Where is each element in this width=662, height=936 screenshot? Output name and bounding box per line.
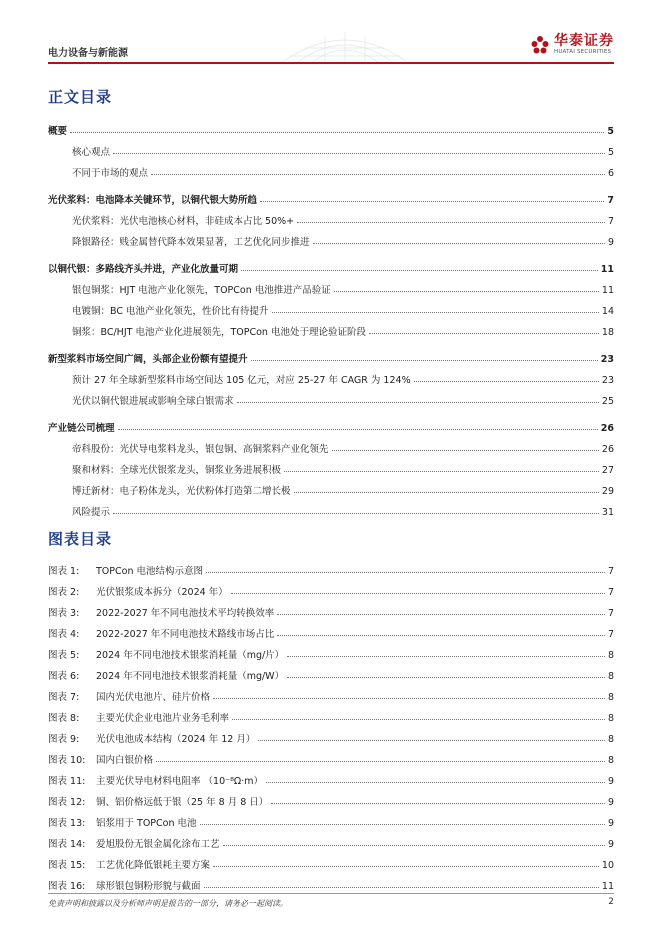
figure-entry-label: 光伏银浆成本拆分（2024 年） [96, 587, 228, 598]
figure-toc-entry[interactable] [48, 787, 614, 808]
toc-dot-leader [241, 270, 598, 271]
toc-entry-page: 7 [607, 216, 614, 227]
toc-entry-label: 风险提示 [72, 507, 111, 518]
toc-entry-page: 26 [601, 444, 614, 455]
toc-entry-page: 5 [607, 126, 614, 137]
figure-entry-page: 7 [607, 566, 614, 577]
figure-entry-label: 爱旭股份无银金属化涂布工艺 [96, 839, 220, 850]
figure-entry-page: 9 [607, 776, 614, 787]
toc-subsection-entry[interactable] [48, 365, 614, 386]
figure-toc-entry[interactable] [48, 724, 614, 745]
toc-dot-leader [266, 782, 605, 783]
figure-entry-page: 9 [607, 818, 614, 829]
toc-subsection-entry[interactable] [48, 497, 614, 518]
footer-disclaimer: 免责声明和披露以及分析师声明是报告的一部分，请务必一起阅读。 [48, 899, 288, 908]
toc-dot-leader [277, 614, 605, 615]
figure-toc-title: 图表目录 [48, 530, 113, 548]
figure-entry-text [48, 794, 268, 808]
toc-entry-label: 光伏以铜代银进展或影响全球白银需求 [72, 396, 234, 407]
figure-entry-number: 图表 10: [48, 755, 86, 766]
figure-entry-number: 图表 2: [48, 587, 80, 598]
figure-entry-number: 图表 16: [48, 881, 86, 892]
toc-entry-page: 27 [601, 465, 614, 476]
figure-entry-text [48, 773, 263, 787]
figure-entry-label: 2024 年不同电池技术银浆消耗量（mg/片） [96, 650, 285, 661]
figure-entry-page: 10 [601, 860, 614, 871]
figure-entry-label: 国内白银价格 [96, 755, 154, 766]
figure-entry-page: 11 [601, 881, 614, 892]
toc-dot-leader [206, 572, 605, 573]
figure-entry-label: 主要光伏导电材料电阻率 （10⁻⁸Ω·m） [96, 776, 263, 787]
figure-entry-number: 图表 7: [48, 692, 80, 703]
figure-entry-label: 光伏电池成本结构（2024 年 12 月） [96, 734, 256, 745]
figure-entry-page: 8 [607, 734, 614, 745]
header-divider [48, 62, 614, 64]
figure-entry-text [48, 857, 210, 871]
toc-entry-label: 博迁新材：电子粉体龙头，光伏粉体打造第二增长极 [72, 486, 291, 497]
toc-dot-leader [260, 201, 604, 202]
toc-section-entry[interactable] [48, 116, 614, 137]
figure-entry-number: 图表 14: [48, 839, 86, 850]
toc-entry-label: 帝科股份：光伏导电浆料龙头，银包铜、高铜浆料产业化领先 [72, 444, 329, 455]
figure-entry-label: 球形银包铜粉形貌与截面 [96, 881, 201, 892]
figure-entry-page: 8 [607, 671, 614, 682]
figure-toc-entry[interactable] [48, 766, 614, 787]
toc-dot-leader [277, 635, 605, 636]
toc-entry-page: 5 [607, 147, 614, 158]
figure-entry-text [48, 836, 220, 850]
figure-entry-text [48, 563, 203, 577]
toc-dot-leader [118, 429, 598, 430]
figure-entry-label: 铜、铝价格远低于银（25 年 8 月 8 日） [96, 797, 269, 808]
toc-dot-leader [294, 492, 599, 493]
figure-entry-number: 图表 15: [48, 860, 86, 871]
toc-entry-page: 29 [601, 486, 614, 497]
figure-entry-page: 8 [607, 713, 614, 724]
toc-section-entry[interactable] [48, 254, 614, 275]
brand-name-cn: 华泰证券 [554, 33, 614, 49]
toc-dot-leader [251, 360, 598, 361]
toc-section-entry[interactable] [48, 413, 614, 434]
toc-dot-leader [369, 333, 599, 334]
toc-subsection-entry[interactable] [48, 386, 614, 407]
toc-entry-label: 降银路径：贱金属替代降本效果显著，工艺优化同步推进 [72, 237, 310, 248]
figure-toc-entry[interactable] [48, 598, 614, 619]
figure-entry-page: 8 [607, 755, 614, 766]
figure-entry-label: 2022-2027 年不同电池技术路线市场占比 [96, 629, 275, 640]
toc-dot-leader [334, 291, 599, 292]
figure-entry-number: 图表 9: [48, 734, 80, 745]
figure-entry-page: 7 [607, 587, 614, 598]
toc-subsection-entry[interactable] [48, 476, 614, 497]
figure-toc-entry[interactable] [48, 577, 614, 598]
toc-dot-leader [213, 866, 599, 867]
figure-entry-text [48, 605, 274, 619]
figure-entry-text [48, 584, 228, 598]
toc-entry-label: 以铜代银：多路线齐头并进，产业化放量可期 [48, 264, 239, 275]
toc-entry-page: 11 [600, 264, 614, 275]
toc-entry-page: 26 [600, 423, 614, 434]
toc-subsection-entry[interactable] [48, 455, 614, 476]
toc-dot-leader [113, 513, 599, 514]
toc-dot-leader [204, 887, 599, 888]
figure-entry-number: 图表 3: [48, 608, 80, 619]
toc-entry-label: 聚和材料：全球光伏银浆龙头，铜浆业务进展积极 [72, 465, 282, 476]
figure-entry-text [48, 878, 201, 892]
toc-subsection-entry[interactable] [48, 137, 614, 158]
toc-entry-page: 11 [601, 285, 614, 296]
toc-dot-leader [287, 677, 605, 678]
toc-entry-label: 铜浆：BC/HJT 电池产业化进展领先，TOPCon 电池处于理论验证阶段 [72, 327, 366, 338]
figure-entry-text [48, 626, 274, 640]
figure-entry-page: 9 [607, 839, 614, 850]
figure-entry-text [48, 689, 210, 703]
figure-entry-text [48, 647, 284, 661]
toc-dot-leader [332, 450, 599, 451]
figure-entry-number: 图表 12: [48, 797, 86, 808]
toc-entry-label: 产业链公司梳理 [48, 423, 115, 434]
toc-title: 正文目录 [48, 88, 113, 106]
toc-dot-leader [237, 402, 599, 403]
toc-dot-leader [284, 471, 599, 472]
figure-toc-entry[interactable] [48, 682, 614, 703]
figure-entry-label: 工艺优化降低银耗主要方案 [96, 860, 211, 871]
figure-entry-number: 图表 11: [48, 776, 86, 787]
figure-toc-entry[interactable] [48, 808, 614, 829]
figure-toc-entry[interactable] [48, 619, 614, 640]
toc-subsection-entry[interactable] [48, 206, 614, 227]
toc-subsection-entry[interactable] [48, 275, 614, 296]
figure-entry-label: 铝浆用于 TOPCon 电池 [96, 818, 197, 829]
figure-entry-page: 8 [607, 692, 614, 703]
toc-entry-page: 23 [600, 354, 614, 365]
toc-dot-leader [151, 174, 605, 175]
figure-entry-number: 图表 13: [48, 818, 86, 829]
toc-entry-label: 光伏浆料：光伏电池核心材料，非硅成本占比 50%+ [72, 216, 295, 227]
toc-entry-label: 不同于市场的观点 [72, 168, 149, 179]
toc-dot-leader [297, 222, 605, 223]
toc-dot-leader [272, 312, 599, 313]
figure-toc-entry[interactable] [48, 829, 614, 850]
toc-entry-page: 14 [601, 306, 614, 317]
figure-toc-entry[interactable] [48, 871, 614, 892]
figure-entry-label: 2024 年不同电池技术银浆消耗量（mg/W） [96, 671, 285, 682]
toc-dot-leader [414, 381, 599, 382]
toc-entry-label: 银包铜浆：HJT 电池产业化领先，TOPCon 电池推进产品验证 [72, 285, 331, 296]
figure-entry-page: 7 [607, 608, 614, 619]
toc-dot-leader [287, 656, 605, 657]
toc-dot-leader [232, 719, 605, 720]
toc-subsection-entry[interactable] [48, 317, 614, 338]
toc-entry-label: 核心观点 [72, 147, 111, 158]
toc-entry-page: 7 [607, 195, 614, 206]
figure-entry-number: 图表 1: [48, 566, 80, 577]
toc-entry-label: 光伏浆料：电池降本关键环节，以铜代银大势所趋 [48, 195, 258, 206]
figure-entry-number: 图表 5: [48, 650, 80, 661]
figure-toc-entry[interactable] [48, 661, 614, 682]
footer-divider [48, 893, 614, 894]
toc-entry-page: 31 [601, 507, 614, 518]
toc-subsection-entry[interactable] [48, 434, 614, 455]
figure-entry-label: 主要光伏企业电池片业务毛利率 [96, 713, 230, 724]
toc-dot-leader [258, 740, 605, 741]
toc-subsection-entry[interactable] [48, 296, 614, 317]
toc-dot-leader [271, 803, 605, 804]
industry-label: 电力设备与新能源 [48, 48, 128, 59]
globe-decoration-icon [260, 30, 430, 64]
toc-entry-page: 6 [607, 168, 614, 179]
toc-entry-label: 预计 27 年全球新型浆料市场空间达 105 亿元，对应 25-27 年 CAGR 为 124% [72, 375, 411, 386]
toc-entry-label: 概要 [48, 126, 68, 137]
brand-name-en: HUATAI SECURITIES [554, 49, 612, 55]
figure-toc [48, 556, 614, 892]
toc-entry-page: 25 [601, 396, 614, 407]
huatai-flower-icon [530, 35, 550, 55]
figure-entry-label: TOPCon 电池结构示意图 [96, 566, 203, 577]
figure-entry-number: 图表 8: [48, 713, 80, 724]
figure-toc-entry[interactable] [48, 745, 614, 766]
figure-entry-text [48, 815, 197, 829]
figure-entry-text [48, 731, 255, 745]
figure-entry-number: 图表 4: [48, 629, 80, 640]
toc-dot-leader [113, 153, 605, 154]
toc-subsection-entry[interactable] [48, 227, 614, 248]
toc-section-entry[interactable] [48, 344, 614, 365]
figure-entry-label: 国内光伏电池片、硅片价格 [96, 692, 211, 703]
toc-dot-leader [70, 132, 604, 133]
toc-dot-leader [223, 845, 605, 846]
figure-toc-entry[interactable] [48, 850, 614, 871]
figure-entry-number: 图表 6: [48, 671, 80, 682]
huatai-logo [530, 34, 614, 56]
page-number: 2 [608, 897, 614, 907]
figure-entry-text [48, 752, 153, 766]
toc-subsection-entry[interactable] [48, 158, 614, 179]
toc-entry-label: 电镀铜：BC 电池产业化领先，性价比有待提升 [72, 306, 269, 317]
text-toc [48, 116, 614, 518]
toc-entry-page: 9 [607, 237, 614, 248]
toc-dot-leader [313, 243, 605, 244]
toc-entry-page: 23 [601, 375, 614, 386]
figure-entry-page: 9 [607, 797, 614, 808]
figure-toc-entry[interactable] [48, 556, 614, 577]
figure-entry-page: 7 [607, 629, 614, 640]
figure-entry-page: 8 [607, 650, 614, 661]
toc-dot-leader [156, 761, 605, 762]
toc-dot-leader [200, 824, 605, 825]
figure-toc-entry[interactable] [48, 640, 614, 661]
toc-entry-page: 18 [601, 327, 614, 338]
toc-entry-label: 新型浆料市场空间广阔，头部企业份额有望提升 [48, 354, 248, 365]
figure-entry-label: 2022-2027 年不同电池技术平均转换效率 [96, 608, 275, 619]
toc-dot-leader [213, 698, 605, 699]
figure-toc-entry[interactable] [48, 703, 614, 724]
toc-section-entry[interactable] [48, 185, 614, 206]
figure-entry-text [48, 710, 229, 724]
figure-entry-text [48, 668, 284, 682]
toc-dot-leader [231, 593, 605, 594]
